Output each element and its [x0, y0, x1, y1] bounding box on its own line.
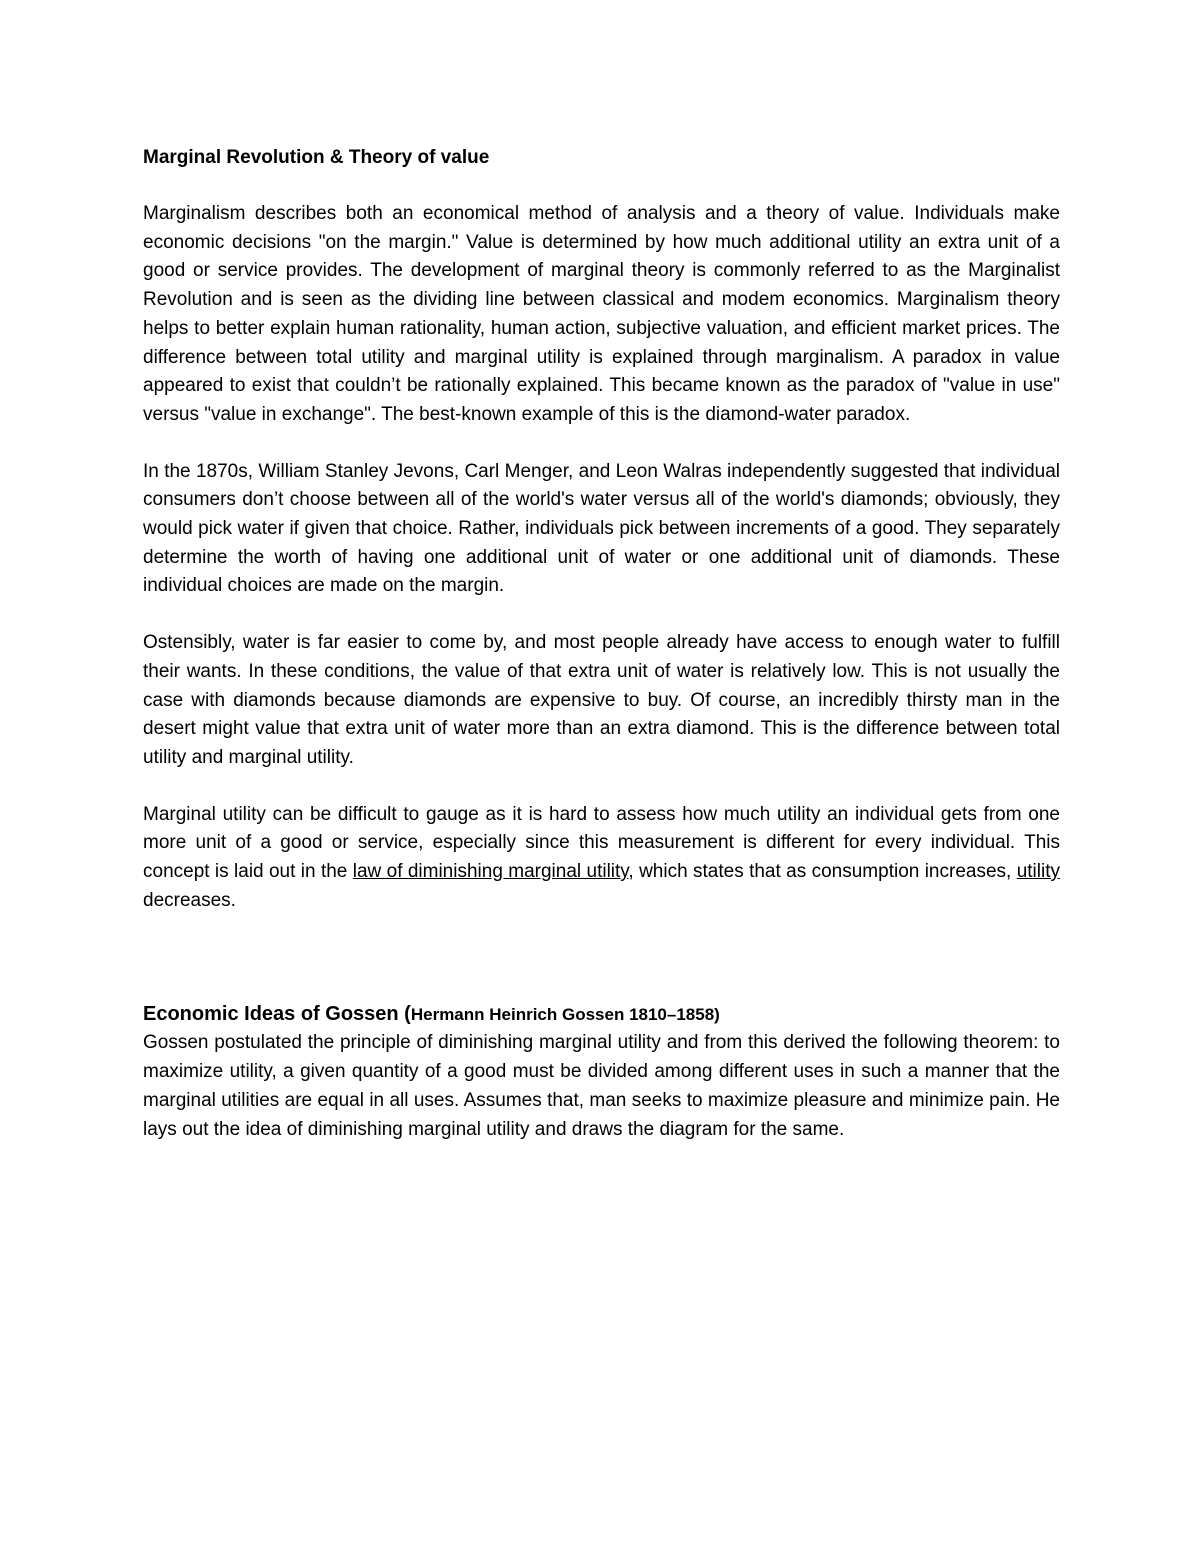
paragraph-text: , which states that as consumption increases,: [628, 861, 1017, 883]
paragraph-gossen: Gossen postulated the principle of diminishing marginal utility and from this derived the following theorem: to maximize utility, a given quantity of a good must be divided among different uses in such a manner that the marginal utilities are equal in all uses. Assumes that, man seeks to maximize pleasure and minimize pain. He lays out the idea of diminishing marginal utility and draws the diagram for the same.: [143, 1032, 1060, 1140]
paragraph-text: Marginal utility can be difficult to gauge as it is hard to assess how much utility an individual gets from one more unit of a good or service, especially since this measurement is different for every individual. This concept is laid out in the: [143, 803, 1060, 883]
paragraph-1870s: In the 1870s, William Stanley Jevons, Carl Menger, and Leon Walras independently suggested that individual consumers don’t choose between all of the world's water versus all of the world's diamonds; obviously, they would pick water if given that choice. Rather, individuals pick between increments of a good. They separately determine the worth of having one additional unit of water or one additional unit of diamonds. These individual choices are made on the margin.: [143, 460, 1060, 597]
section-title-sub: Hermann Heinrich Gossen 1810–1858): [410, 1005, 720, 1025]
law-of-diminishing-marginal-utility-link[interactable]: law of diminishing marginal utility: [352, 861, 629, 883]
paragraph-marginalism: Marginalism describes both an economical method of analysis and a theory of value. Individuals make economic decisions "on the margin." Value is determined by how much additional utility an extra unit of a good or service provides. The development of marginal theory is commonly referred to as the Marginalist Revolution and is seen as the dividing line between classical and modem economics. Marginalism theory helps to better explain human rationality, human action, subjective valuation, and efficient market prices. The difference between total utility and marginal utility is explained through marginalism. A paradox in value appeared to exist that couldn’t be rationally explained. This became known as the paradox of "value in use" versus "value in exchange". The best-known example of this is the diamond-water paradox.: [143, 203, 1060, 425]
utility-link[interactable]: utility: [1016, 861, 1060, 883]
section-title-gossen: [143, 1000, 1060, 1029]
spacer: [143, 430, 1060, 458]
section-title-marginal-revolution: Marginal Revolution & Theory of value: [143, 147, 490, 168]
spacer: [143, 172, 1060, 200]
section-title-main: Economic Ideas of Gossen (: [143, 1003, 411, 1026]
document-body: [143, 143, 1060, 1144]
paragraph-marginal-utility: [143, 801, 1060, 916]
spacer: [143, 972, 1060, 1000]
spacer: [143, 601, 1060, 629]
paragraph-text: decreases.: [143, 889, 236, 911]
spacer: [143, 773, 1060, 801]
paragraph-water-diamonds: Ostensibly, water is far easier to come by, and most people already have access to enough water to fulfill their wants. In these conditions, the value of that extra unit of water is relatively low. This is not usually the case with diamonds because diamonds are expensive to buy. Of course, an incredibly thirsty man in the desert might value that extra unit of water more than an extra diamond. This is the difference between total utility and marginal utility.: [143, 632, 1060, 768]
spacer: [143, 915, 1060, 972]
